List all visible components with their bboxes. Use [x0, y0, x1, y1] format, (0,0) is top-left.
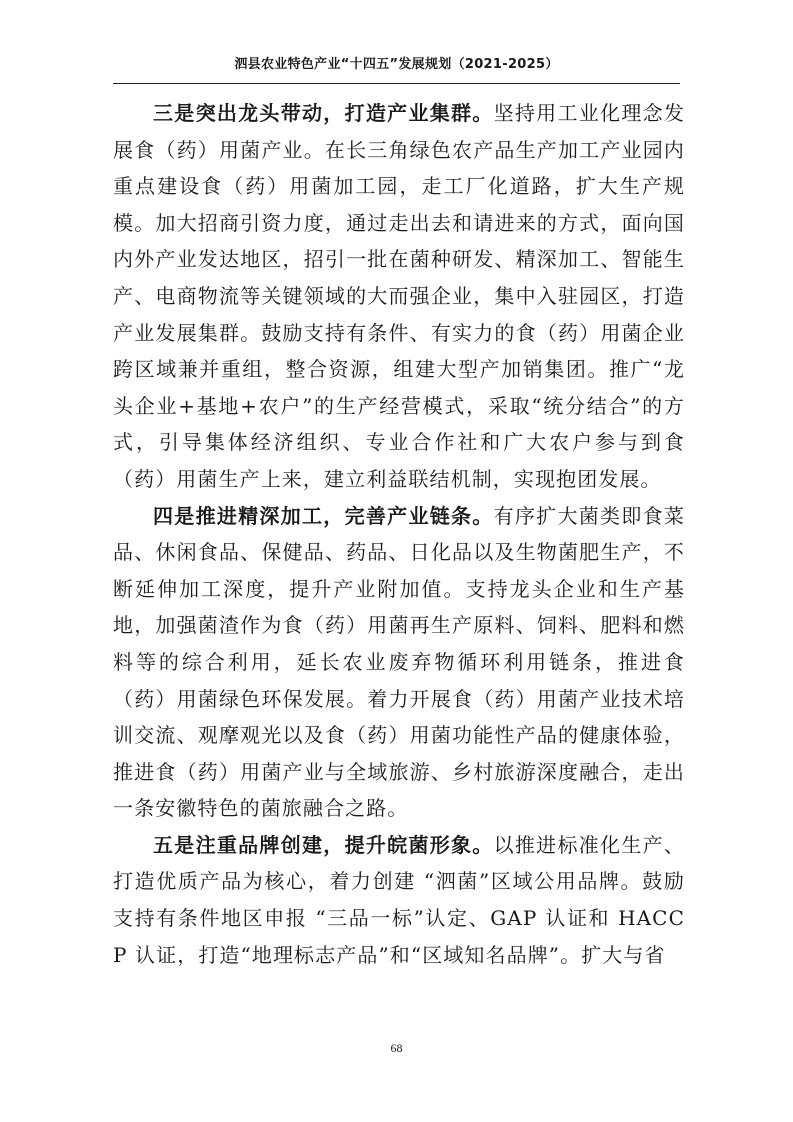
paragraph-body-text: 坚持用工业化理念发展食（药）用菌产业。在长三角绿色农产品生产加工产业园内重点建设食（药）用菌加工园，走工厂化道路，扩大生产规模。加大招商引资力度，通过走出去和请进来的方式，面向国内外产业发达地区，招引一批在菌种研发、精深加工、智能生产、电商物流等关键领域的大而强企业，集中入驻园区，打造产业发展集群。鼓励支持有条件、有实力的食（药）用菌企业跨区域兼并重组，整合资源，组建大型产加销集团。推广“龙头企业+基地+农户”的生产经营模式，采取“统分结合”的方式，引导集体经济组织、专业合作社和广大农户参与到食（药）用菌生产上来，建立利益联结机制，实现抱团发展。	[113, 101, 685, 491]
paragraph-deep-processing	[113, 498, 685, 827]
paragraph-lead-heading: 三是突出龙头带动，打造产业集群。	[153, 101, 494, 125]
paragraph-body-text: 以推进标准化生产、打造优质产品为核心，着力创建 “泗菌”区域公用品牌。鼓励支持有条件地区申报 “三品一标”认定、GAP 认证和 HACCP 认证，打造“地理标志产品”和“区域知名品牌”。扩大与省	[113, 832, 685, 967]
header-divider	[113, 83, 680, 84]
paragraph-lead-heading: 四是推进精深加工，完善产业链条。	[153, 503, 494, 528]
page-header-title: 泗县农业特色产业“十四五”发展规划（2021-2025）	[234, 57, 559, 72]
paragraph-lead-heading: 五是注重品牌创建，提升皖菌形象。	[153, 832, 494, 857]
paragraph-body-text: 有序扩大菌类即食菜品、休闲食品、保健品、药品、日化品以及生物菌肥生产，不断延伸加工深度，提升产业附加值。支持龙头企业和生产基地，加强菌渣作为食（药）用菌再生产原料、饲料、肥料和燃料等的综合利用，延长农业废弃物循环利用链条，推进食（药）用菌绿色环保发展。着力开展食（药）用菌产业技术培训交流、观摩观光以及食（药）用菌功能性产品的健康体验，推进食（药）用菌产业与全域旅游、乡村旅游深度融合，走出一条安徽特色的菌旅融合之路。	[113, 503, 685, 821]
paragraph-industry-cluster	[113, 95, 685, 498]
document-body	[113, 95, 685, 973]
paragraph-brand-building	[113, 827, 685, 973]
page-number: 68	[390, 1041, 403, 1055]
